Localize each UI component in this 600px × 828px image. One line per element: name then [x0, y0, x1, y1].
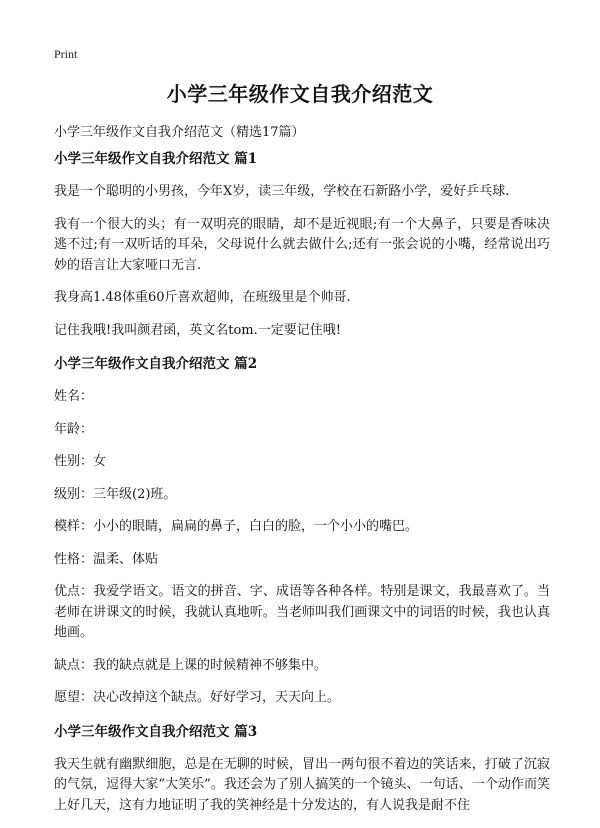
- paragraph: 优点：我爱学语文。语文的拼音、字、成语等各种各样。特别是课文，我最喜欢了。当老师在讲课文的时候，我就认真地听。当老师叫我们画课文中的词语的时候，我也认真地画。: [54, 584, 550, 640]
- paragraph: 性别：女: [54, 454, 107, 469]
- paragraph: 我身高1.48体重60斤喜欢超帅，在班级里是个帅哥.: [54, 290, 351, 305]
- paragraph: 我是一个聪明的小男孩，今年X岁，读三年级，学校在石新路小学，爱好乒乓球.: [54, 184, 510, 199]
- print-label[interactable]: Print: [54, 47, 78, 61]
- section-heading: 小学三年级作文自我介绍范文 篇2: [54, 356, 258, 372]
- paragraph: 级别：三年级(2)班。: [54, 486, 177, 502]
- paragraph: 我有一个很大的头；有一双明亮的眼睛，却不是近视眼;有一个大鼻子，只要是香味决逃不过;有一双听话的耳朵，父母说什么就去做什么;还有一张会说的小嘴，经常说出巧妙的语言让大家哑口无言.: [54, 216, 550, 273]
- paragraph: 性格：温柔、体贴: [54, 551, 159, 567]
- paragraph: 我天生就有幽默细胞，总是在无聊的时候，冒出一两句很不着边的笑话来，打破了沉寂的气氛，逗得大家“大笑乐”。我还会为了别人搞笑的一个镜头、一句话、一个动作而笑上好几天，这有力地证明了我的笑神经是十分发达的，有人说我是耐不住: [54, 756, 550, 813]
- section-1: [54, 148, 550, 353]
- document-title: 小学三年级作文自我介绍范文: [166, 82, 434, 106]
- paragraph: 年龄：: [54, 421, 94, 437]
- paragraph: 姓名：: [54, 389, 94, 404]
- section-heading: 小学三年级作文自我介绍范文 篇3: [54, 723, 258, 740]
- section-2: [54, 353, 550, 721]
- section-heading: 小学三年级作文自我介绍范文 篇1: [54, 151, 258, 167]
- paragraph: 愿望：决心改掉这个缺点。好好学习，天天向上。: [54, 690, 341, 705]
- section-3: [54, 721, 550, 817]
- document-subtitle: 小学三年级作文自我介绍范文（精选17篇）: [54, 125, 305, 140]
- paragraph: 缺点：我的缺点就是上课的时候精神不够集中。: [54, 657, 328, 673]
- paragraph: 记住我哦!我叫颜君函，英文名tom.一定要记住哦!: [54, 322, 341, 338]
- paragraph: 模样：小小的眼睛，扁扁的鼻子，白白的脸，一个小小的嘴巴。: [54, 519, 419, 534]
- document-body: [54, 148, 550, 816]
